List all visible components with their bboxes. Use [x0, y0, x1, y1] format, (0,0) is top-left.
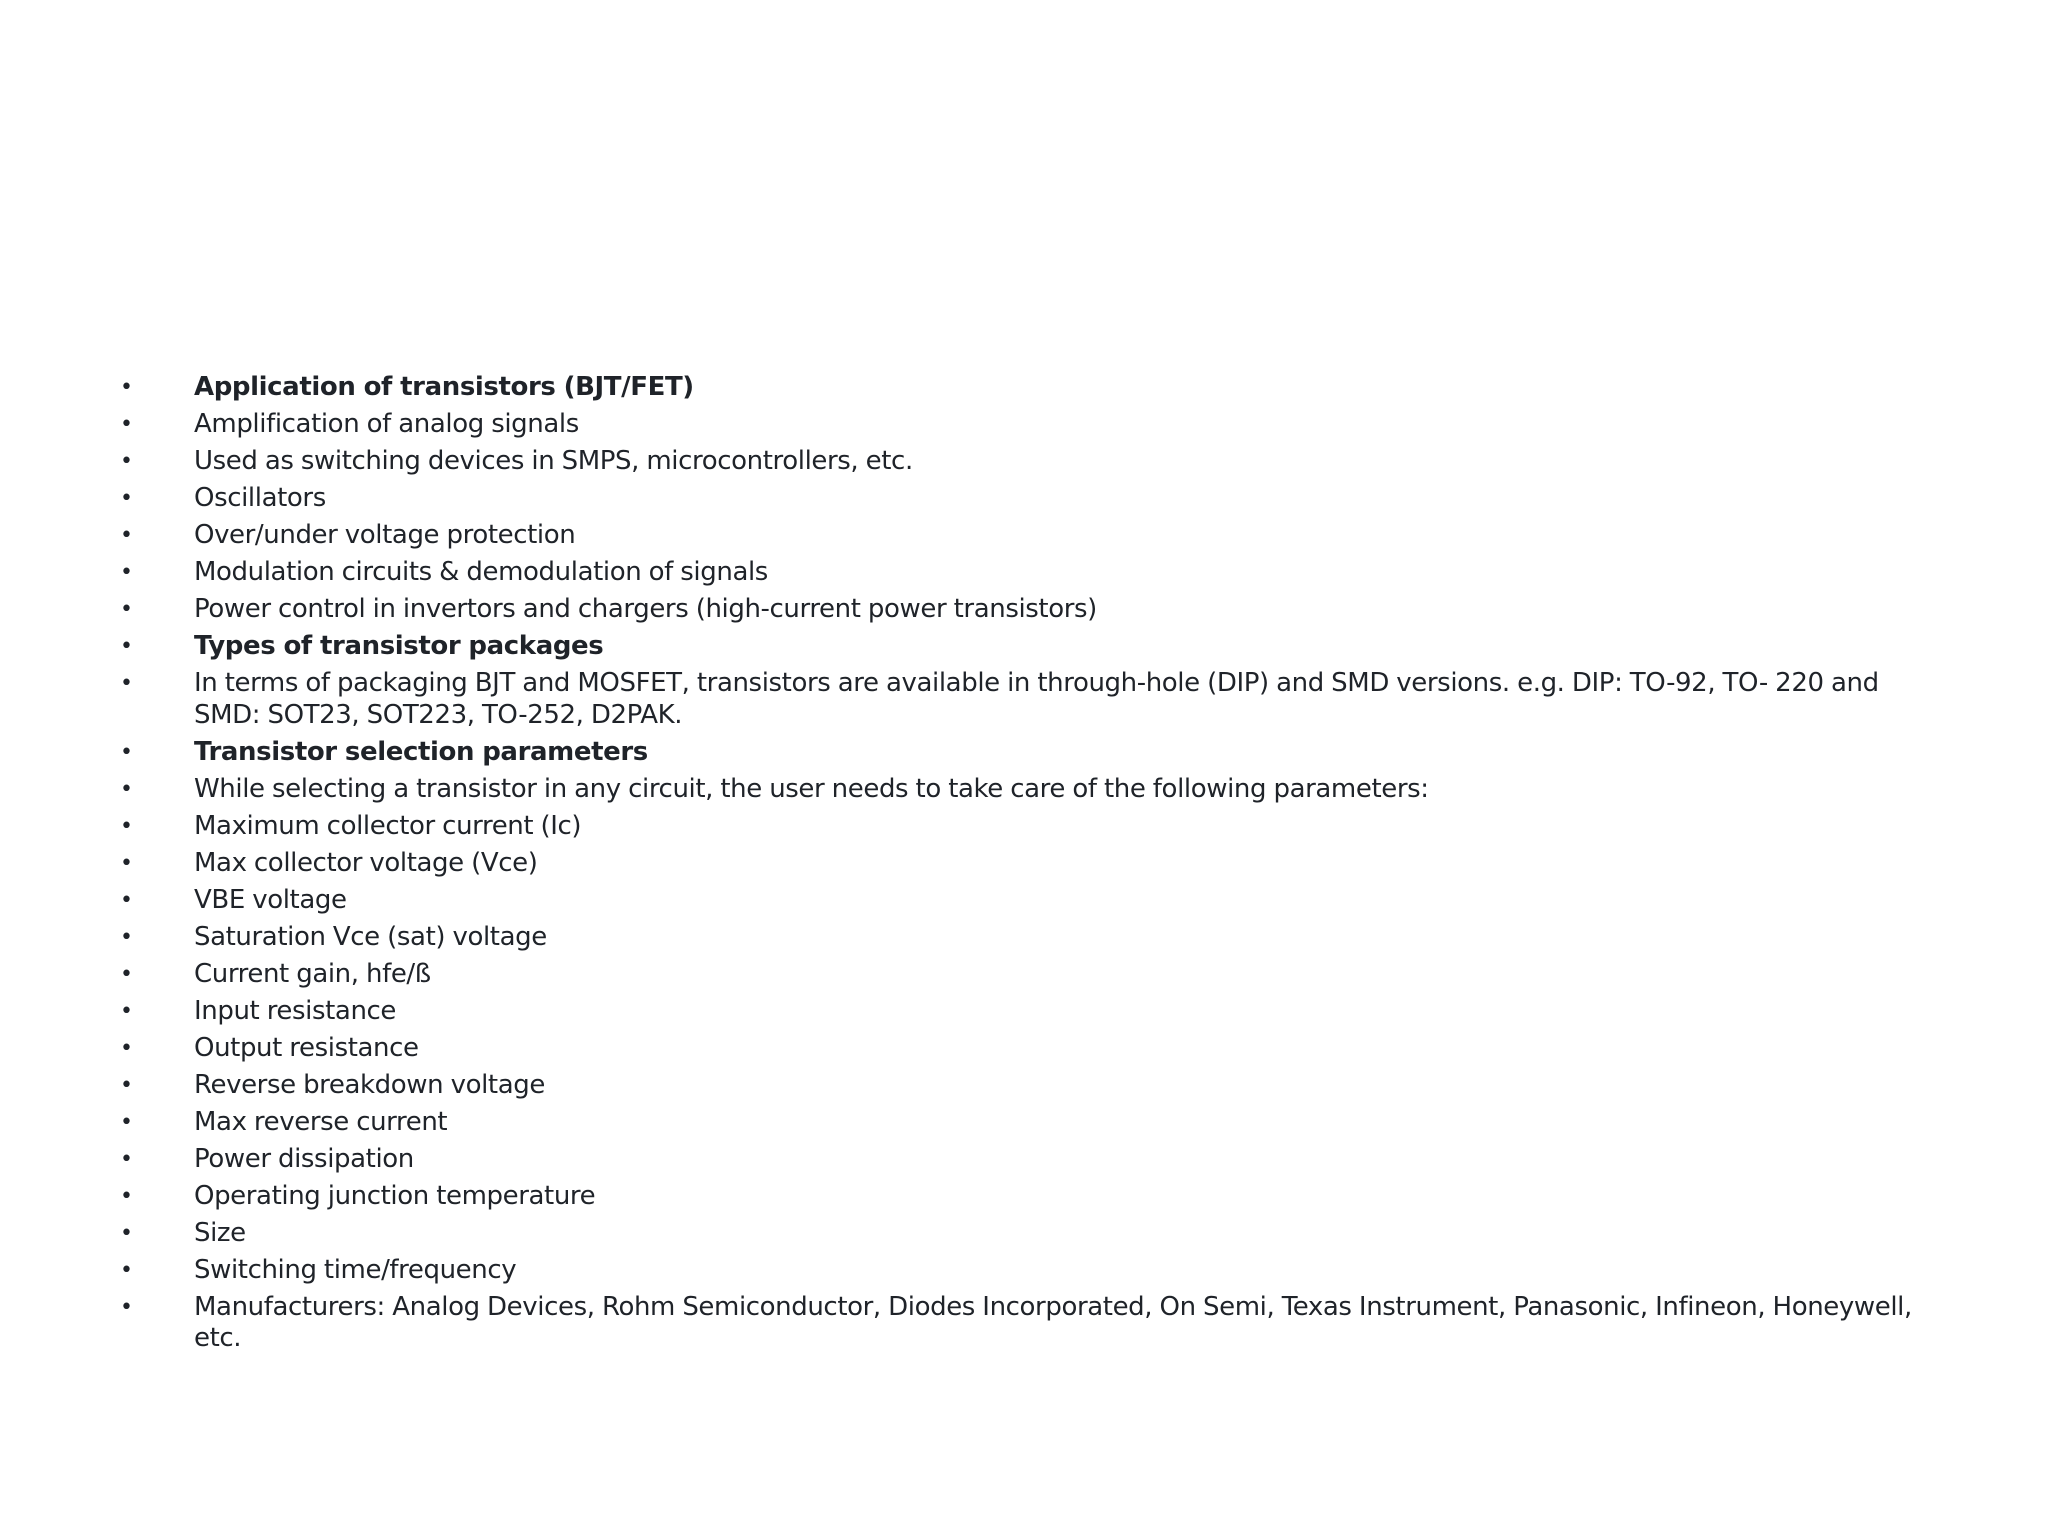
list-item-text: While selecting a transistor in any circuit, the user needs to take care of the following parameters: — [194, 773, 1429, 804]
list-item — [120, 520, 1950, 552]
list-item — [120, 409, 1950, 441]
list-item — [120, 594, 1950, 626]
list-item-text: Operating junction temperature — [194, 1180, 596, 1211]
heading-packages — [120, 631, 1950, 663]
bullet-icon: • — [120, 1072, 133, 1098]
list-item-text: Input resistance — [194, 995, 397, 1026]
bullet-icon: • — [120, 1035, 133, 1061]
list-item — [120, 1255, 1950, 1287]
list-item-text: Power control in invertors and chargers (high-current power transistors) — [194, 594, 1097, 624]
list-item — [120, 959, 1950, 991]
bullet-icon: • — [120, 776, 133, 802]
list-item-text: Reverse breakdown voltage — [194, 1069, 545, 1100]
bullet-icon: • — [120, 924, 133, 950]
bullet-icon: • — [120, 523, 133, 548]
list-item-text: In terms of packaging BJT and MOSFET, transistors are available in through-hole (DIP) and SMD versions. e.g. DIP: TO-92, TO- 220 and SMD: SOT23, SOT223, TO-252, D2PAK. — [194, 668, 1879, 730]
list-item-text: Saturation Vce (sat) voltage — [194, 921, 547, 952]
list-item-text: Transistor selection parameters — [194, 736, 648, 767]
list-item-text: Used as switching devices in SMPS, microcontrollers, etc. — [194, 446, 913, 476]
list-item-text: Switching time/frequency — [194, 1254, 517, 1285]
heading-selection-parameters — [120, 737, 1950, 769]
bullet-icon: • — [120, 671, 133, 696]
list-item — [120, 1181, 1950, 1213]
bullet-icon: • — [120, 961, 133, 987]
list-item — [120, 1107, 1950, 1139]
bullet-icon: • — [120, 1220, 133, 1246]
bullet-icon: • — [120, 597, 133, 622]
bullet-icon: • — [120, 486, 133, 511]
list-item — [120, 996, 1950, 1028]
list-item-text: Max reverse current — [194, 1106, 448, 1137]
list-item-text: Output resistance — [194, 1032, 419, 1063]
bullet-list — [120, 372, 1950, 1360]
list-item-text: Over/under voltage protection — [194, 520, 576, 550]
list-item-text: Types of transistor packages — [194, 631, 604, 661]
list-item — [120, 774, 1950, 806]
list-item — [120, 1070, 1950, 1102]
bullet-icon: • — [120, 634, 133, 659]
bullet-icon: • — [120, 887, 133, 913]
bullet-icon: • — [120, 1146, 133, 1172]
list-item — [120, 848, 1950, 880]
list-item — [120, 922, 1950, 954]
bullet-icon: • — [120, 1183, 133, 1209]
bullet-icon: • — [120, 1294, 133, 1320]
bullet-icon: • — [120, 412, 133, 437]
bullet-icon: • — [120, 449, 133, 474]
list-item-text: Current gain, hfe/ß — [194, 958, 431, 989]
list-item — [120, 1144, 1950, 1176]
list-item — [120, 557, 1950, 589]
list-item — [120, 811, 1950, 843]
bullet-icon: • — [120, 739, 133, 765]
list-item-text: Max collector voltage (Vce) — [194, 847, 538, 878]
list-item — [120, 885, 1950, 917]
list-item — [120, 1292, 1950, 1355]
list-item-text: Application of transistors (BJT/FET) — [194, 372, 694, 402]
bullet-icon: • — [120, 813, 133, 839]
list-item-text: Oscillators — [194, 483, 326, 513]
list-item-text: Modulation circuits & demodulation of signals — [194, 557, 768, 587]
list-item — [120, 1033, 1950, 1065]
list-item-text: Amplification of analog signals — [194, 409, 579, 439]
list-item — [120, 668, 1950, 731]
list-item-text: Maximum collector current (Ic) — [194, 810, 582, 841]
list-item — [120, 1218, 1950, 1250]
bullet-icon: • — [120, 560, 133, 585]
list-item — [120, 483, 1950, 515]
bullet-icon: • — [120, 850, 133, 876]
bullet-icon: • — [120, 375, 133, 400]
list-item-text: Size — [194, 1217, 246, 1248]
list-item-text: Manufacturers: Analog Devices, Rohm Semiconductor, Diodes Incorporated, On Semi, Texas Instrument, Panasonic, Infineon, Honeywell, etc. — [194, 1291, 1912, 1353]
bullet-icon: • — [120, 1109, 133, 1135]
bullet-icon: • — [120, 998, 133, 1024]
list-item-text: Power dissipation — [194, 1143, 414, 1174]
list-item — [120, 446, 1950, 478]
bullet-icon: • — [120, 1257, 133, 1283]
list-item-text: VBE voltage — [194, 884, 347, 915]
heading-applications — [120, 372, 1950, 404]
